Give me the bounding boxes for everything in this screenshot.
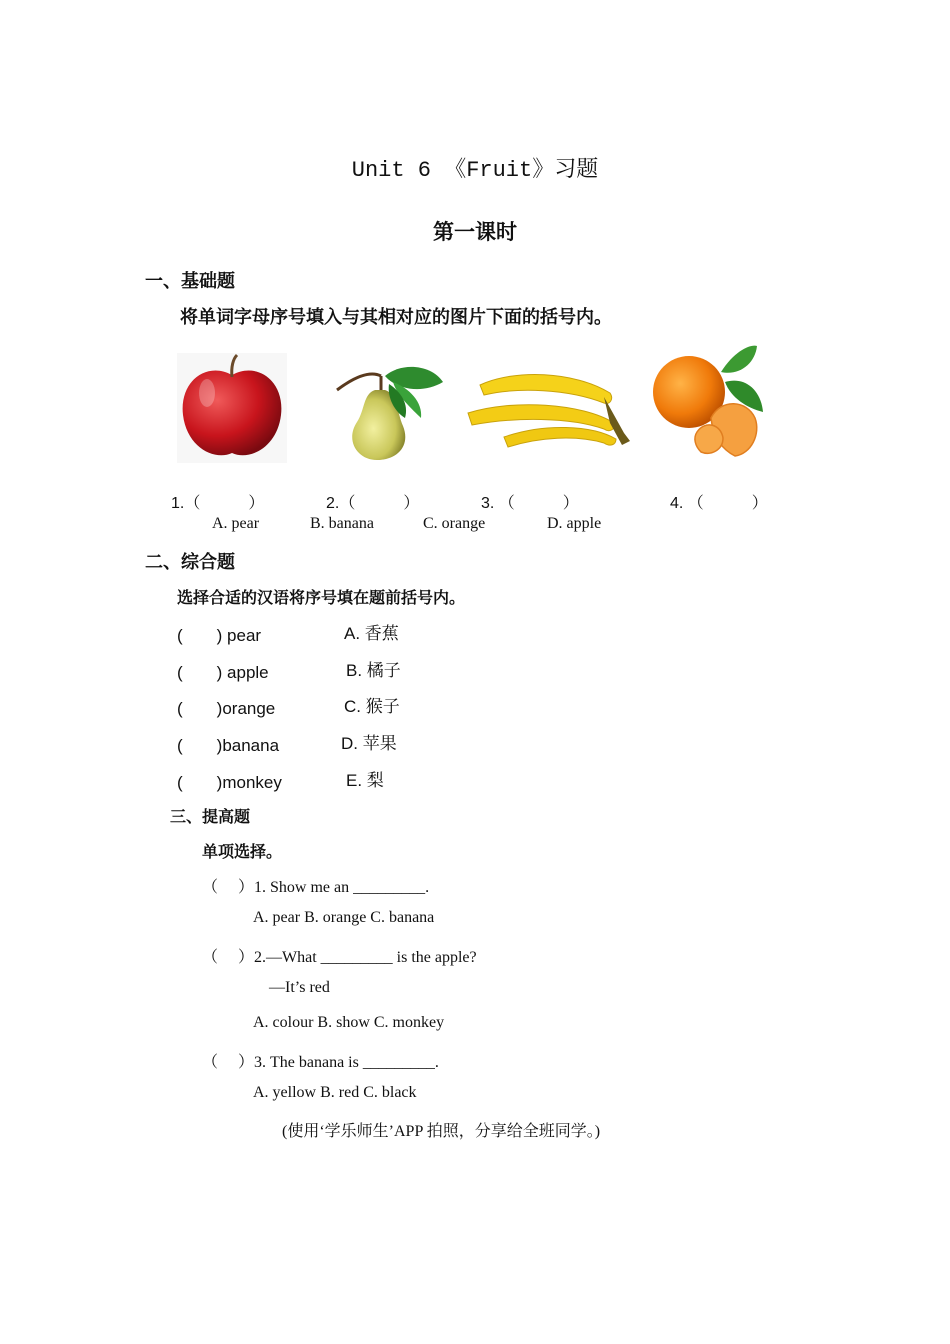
option-d-apple: D. apple bbox=[547, 515, 602, 532]
match-row-banana: ( )banana bbox=[177, 736, 280, 755]
section2-instruction: 选择合适的汉语将序号填在题前括号内。 bbox=[177, 590, 466, 607]
match-option-e: E. 梨 bbox=[346, 771, 384, 790]
question-1: （ ）1. Show me an _________. bbox=[202, 879, 430, 896]
question-2-reply: —It’s red bbox=[269, 979, 330, 996]
lesson-subtitle: 第一课时 bbox=[433, 220, 517, 244]
match-option-c: C. 猴子 bbox=[344, 697, 400, 716]
match-option-a: A. 香蕉 bbox=[344, 624, 399, 643]
option-b-banana: B. banana bbox=[310, 515, 374, 532]
section1-heading: 一、基础题 bbox=[145, 271, 235, 291]
blank-1: 1.（ ） bbox=[171, 495, 265, 512]
orange-image bbox=[651, 342, 769, 462]
section1-instruction: 将单词字母序号填入与其相对应的图片下面的括号内。 bbox=[180, 307, 612, 327]
question-3: （ ）3. The banana is _________. bbox=[202, 1054, 439, 1071]
pear-image bbox=[335, 360, 447, 462]
match-row-monkey: ( )monkey bbox=[177, 773, 282, 792]
section3-heading: 三、提高题 bbox=[170, 809, 251, 826]
question-1-options: A. pear B. orange C. banana bbox=[253, 909, 435, 926]
page-title: Unit 6 《Fruit》习题 bbox=[351, 158, 599, 183]
section2-heading: 二、综合题 bbox=[145, 552, 235, 572]
question-2: （ ）2.—What _________ is the apple? bbox=[202, 949, 477, 966]
match-option-b: B. 橘子 bbox=[346, 661, 401, 680]
match-option-d: D. 苹果 bbox=[341, 734, 397, 753]
blank-3: 3. （ ） bbox=[481, 495, 579, 512]
blank-4: 4. （ ） bbox=[670, 495, 768, 512]
option-a-pear: A. pear bbox=[212, 515, 260, 532]
option-c-orange: C. orange bbox=[423, 515, 486, 532]
banana-image bbox=[464, 363, 632, 457]
match-row-orange: ( )orange bbox=[177, 699, 276, 718]
match-row-pear: ( ) pear bbox=[177, 626, 262, 645]
apple-image bbox=[177, 353, 287, 463]
blank-2: 2.（ ） bbox=[326, 495, 420, 512]
question-3-options: A. yellow B. red C. black bbox=[253, 1084, 417, 1101]
match-row-apple: ( ) apple bbox=[177, 663, 269, 682]
share-note: (使用‘学乐师生’APP 拍照，分享给全班同学。) bbox=[282, 1123, 601, 1140]
question-2-options: A. colour B. show C. monkey bbox=[253, 1014, 445, 1031]
section3-instruction: 单项选择。 bbox=[202, 844, 283, 861]
